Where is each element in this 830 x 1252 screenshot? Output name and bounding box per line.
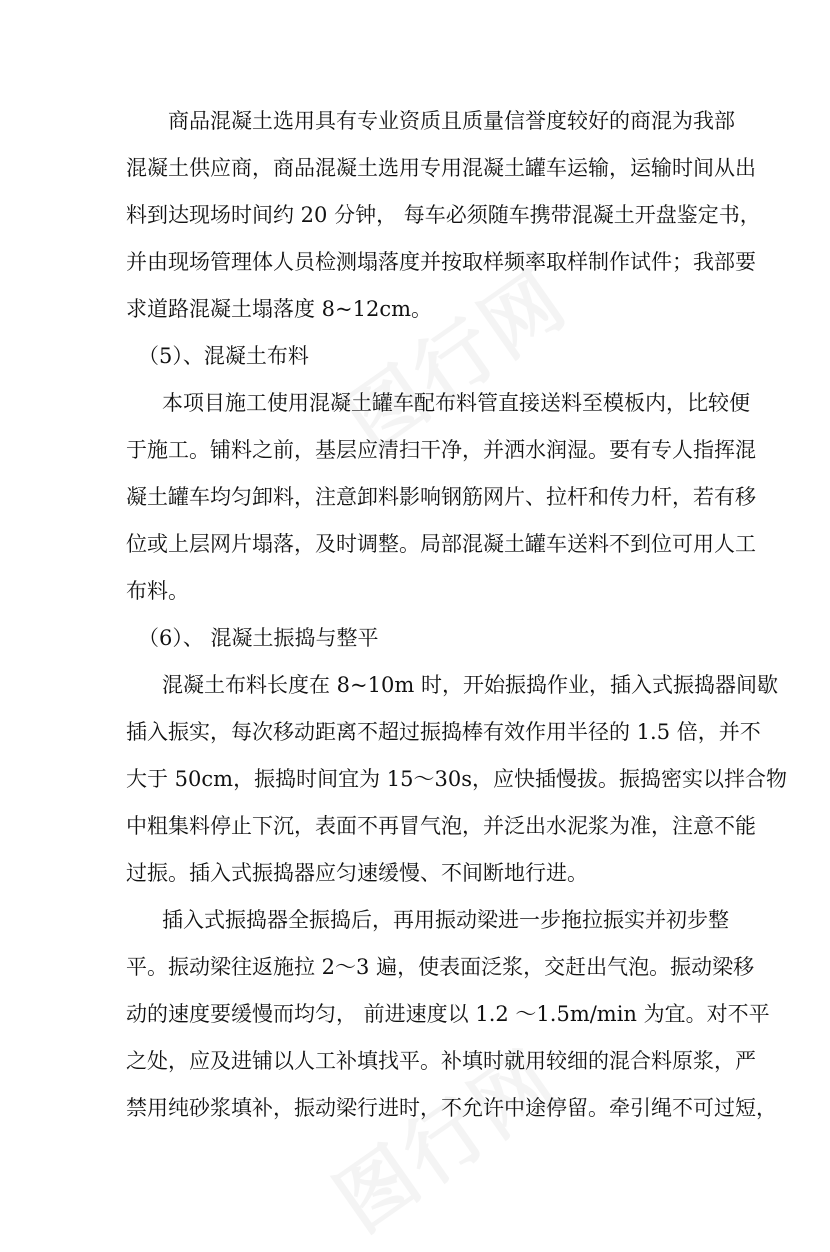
text-line: 布料。 — [126, 579, 189, 603]
paragraph — [126, 98, 761, 333]
text-line: 禁用纯砂浆填补，振动梁行进时，不允许中途停留。牵引绳不可过短， — [126, 1096, 777, 1120]
paragraph — [126, 380, 756, 615]
paragraph — [126, 897, 777, 1132]
text-line: 料到达现场时间约 20 分钟， 每车必须随车携带混凝土开盘鉴定书， — [126, 203, 761, 227]
text-line: 位或上层网片塌落，及时调整。局部混凝土罐车送料不到位可用人工 — [126, 532, 756, 556]
text-line: 大于 50cm，振捣时间宜为 15～30s，应快插慢拔。振捣密实以拌合物 — [126, 767, 787, 791]
text-line: 过振。插入式振捣器应匀速缓慢、不间断地行进。 — [126, 861, 588, 885]
text-line: 本项目施工使用混凝土罐车配布料管直接送料至模板内，比较便 — [162, 391, 750, 415]
paragraph — [126, 662, 787, 897]
text-line: 之处，应及进铺以人工补填找平。补填时就用较细的混合料原浆，严 — [126, 1049, 756, 1073]
text-line: 并由现场管理体人员检测塌落度并按取样频率取样制作试件；我部要 — [126, 250, 756, 274]
text-line: 混凝土供应商，商品混凝土选用专用混凝土罐车运输，运输时间从出 — [126, 156, 756, 180]
text-line: 商品混凝土选用具有专业资质且质量信誉度较好的商混为我部 — [168, 109, 735, 133]
text-line: 求道路混凝土塌落度 8~12cm。 — [126, 297, 433, 321]
text-line: 平。振动梁往返施拉 2～3 遍，使表面泛浆，交赶出气泡。振动梁移 — [126, 955, 755, 979]
text-line: 混凝土布料长度在 8~10m 时，开始振捣作业，插入式振捣器间歇 — [162, 673, 778, 697]
text-line: 插入式振捣器全振捣后，再用振动梁进一步拖拉振实并初步整 — [162, 908, 729, 932]
section-heading: （5）、混凝土布料 — [138, 344, 309, 368]
text-line: 于施工。铺料之前，基层应清扫干净，并洒水润湿。要有专人指挥混 — [126, 438, 756, 462]
text-line: 动的速度要缓慢而均匀， 前进速度以 1.2 ～1.5m/min 为宜。对不平 — [126, 1002, 770, 1026]
section-heading: （6）、 混凝土振捣与整平 — [138, 626, 379, 650]
text-line: 凝土罐车均匀卸料，注意卸料影响钢筋网片、拉杆和传力杆，若有移 — [126, 485, 756, 509]
document-body — [126, 98, 787, 1132]
text-line: 插入振实，每次移动距离不超过振捣棒有效作用半径的 1.5 倍，并不 — [126, 720, 761, 744]
text-line: 中粗集料停止下沉，表面不再冒气泡，并泛出水泥浆为准，注意不能 — [126, 814, 756, 838]
